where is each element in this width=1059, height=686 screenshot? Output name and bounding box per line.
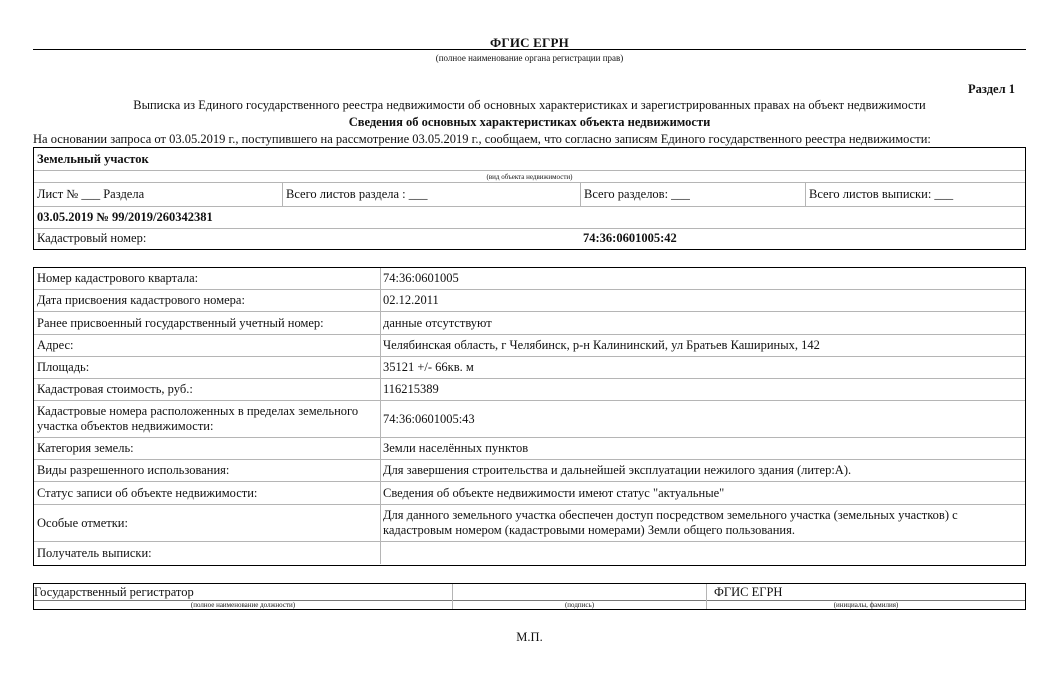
signature-cell bbox=[452, 584, 706, 609]
object-type-caption: (вид объекта недвижимости) bbox=[486, 172, 573, 181]
registrar-name: ФГИС ЕГРН bbox=[714, 585, 783, 599]
details-row bbox=[34, 438, 1025, 460]
sheets-in-section: Всего листов раздела : ___ bbox=[282, 183, 580, 206]
details-label: Номер кадастрового квартала: bbox=[34, 268, 381, 289]
record-number-row bbox=[34, 207, 1025, 229]
registrar-name-caption: (инициалы, фамилия) bbox=[833, 601, 899, 609]
details-value: 116215389 bbox=[383, 382, 439, 396]
details-row bbox=[34, 268, 1025, 290]
details-label: Кадастровые номера расположенных в пределах земельного участка объектов недвижимости: bbox=[34, 401, 381, 437]
details-row bbox=[34, 290, 1025, 312]
details-label: Кадастровая стоимость, руб.: bbox=[34, 379, 381, 400]
details-value: Сведения об объекте недвижимости имеют статус "актуальные" bbox=[383, 485, 725, 500]
details-value: данные отсутствуют bbox=[383, 315, 492, 330]
stamp-place-mark: М.П. bbox=[516, 630, 543, 644]
details-value: 74:36:0601005:43 bbox=[383, 411, 475, 426]
registrar-position-caption: (полное наименование должности) bbox=[190, 601, 296, 609]
request-basis-text: На основании запроса от 03.05.2019 г., поступившего на рассмотрение 03.05.2019 г., сообщаем, что согласно записям Единого государственного реестра недвижимости: bbox=[33, 132, 931, 146]
details-label: Площадь: bbox=[34, 357, 381, 378]
registry-org-name: ФГИС ЕГРН bbox=[490, 35, 569, 50]
object-summary-table bbox=[33, 147, 1026, 250]
record-number: 03.05.2019 № 99/2019/260342381 bbox=[37, 210, 213, 224]
details-value: 74:36:0601005 bbox=[383, 271, 459, 285]
cadastral-number-value: 74:36:0601005:42 bbox=[583, 231, 677, 245]
sections-total: Всего разделов: ___ bbox=[580, 183, 805, 206]
details-value: 35121 +/- 66кв. м bbox=[383, 360, 474, 374]
cadastral-number-row bbox=[34, 229, 1025, 248]
details-row bbox=[34, 542, 1025, 564]
object-details-table bbox=[33, 267, 1026, 566]
object-type-row bbox=[34, 148, 1025, 171]
details-row bbox=[34, 505, 1025, 542]
details-row bbox=[34, 335, 1025, 357]
registrar-position-cell bbox=[34, 584, 452, 609]
details-label: Ранее присвоенный государственный учетный номер: bbox=[34, 312, 381, 334]
details-value: 02.12.2011 bbox=[383, 293, 439, 307]
details-value bbox=[381, 542, 1025, 564]
sheet-info-row bbox=[34, 183, 1025, 207]
details-row bbox=[34, 460, 1025, 482]
signature-caption: (подпись) bbox=[564, 601, 595, 609]
details-row bbox=[34, 482, 1025, 505]
registrar-name-cell bbox=[706, 584, 1025, 609]
details-label: Получатель выписки: bbox=[34, 542, 381, 564]
registrar-position: Государственный регистратор bbox=[34, 585, 194, 599]
document-title: Выписка из Единого государственного реестра недвижимости об основных характеристиках и зарегистрированных правах на объект недвижимости bbox=[133, 98, 926, 112]
details-label: Адрес: bbox=[34, 335, 381, 356]
header-divider bbox=[33, 49, 1026, 50]
details-row bbox=[34, 379, 1025, 401]
details-row bbox=[34, 357, 1025, 379]
details-row bbox=[34, 401, 1025, 438]
section-number: Раздел 1 bbox=[968, 82, 1015, 96]
details-value: Для данного земельного участка обеспечен доступ посредством земельного участка (земельных участков) с кадастровым номером (кадастровыми номерами) Земли общего пользования. bbox=[383, 508, 958, 537]
details-value: Челябинская область, г Челябинск, р-н Калининский, ул Братьев Кашириных, 142 bbox=[383, 338, 820, 352]
details-row bbox=[34, 312, 1025, 335]
details-value: Земли населённых пунктов bbox=[383, 441, 529, 455]
details-label: Категория земель: bbox=[34, 438, 381, 459]
details-label: Статус записи об объекте недвижимости: bbox=[34, 482, 381, 504]
details-label: Виды разрешенного использования: bbox=[34, 460, 381, 481]
cadastral-number-label: Кадастровый номер: bbox=[37, 231, 147, 245]
object-type: Земельный участок bbox=[37, 151, 149, 166]
registry-org-caption: (полное наименование органа регистрации прав) bbox=[435, 53, 624, 63]
details-label: Особые отметки: bbox=[34, 505, 381, 541]
document-subtitle: Сведения об основных характеристиках объекта недвижимости bbox=[348, 115, 711, 129]
signature-block bbox=[33, 583, 1026, 610]
details-label: Дата присвоения кадастрового номера: bbox=[34, 290, 381, 311]
details-value: Для завершения строительства и дальнейшей эксплуатации нежилого здания (литер:А). bbox=[383, 463, 852, 477]
sheets-total: Всего листов выписки: ___ bbox=[805, 183, 1025, 206]
object-type-caption-row bbox=[34, 171, 1025, 183]
sheet-number: Лист № ___ Раздела bbox=[37, 187, 145, 201]
